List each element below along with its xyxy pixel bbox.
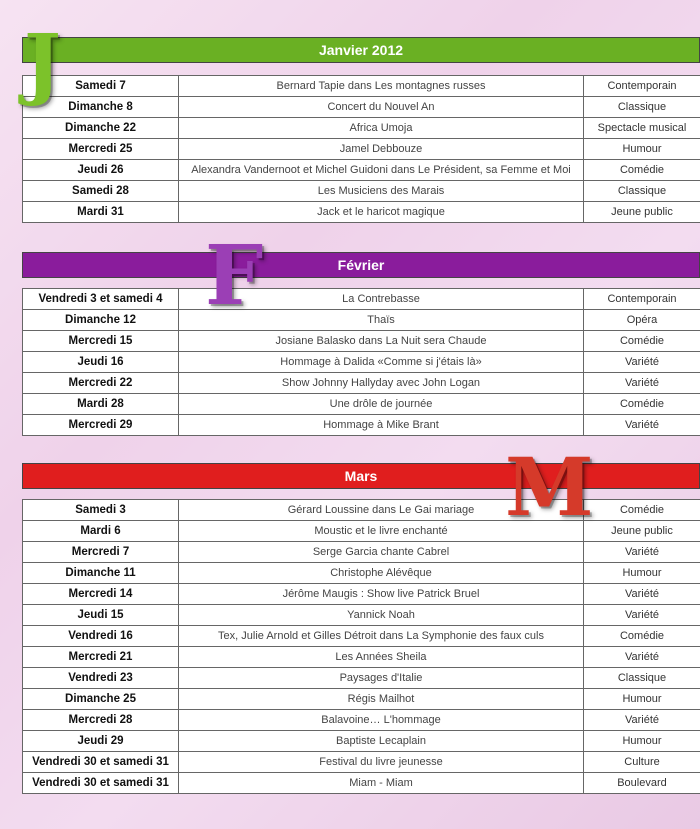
event-genre: Culture — [584, 752, 700, 773]
event-day: Mercredi 7 — [23, 542, 179, 563]
event-genre: Humour — [584, 139, 700, 160]
event-day: Mercredi 25 — [23, 139, 179, 160]
event-day: Mercredi 29 — [23, 415, 179, 436]
event-title: Alexandra Vandernoot et Michel Guidoni dans Le Président, sa Femme et Moi — [179, 160, 584, 181]
event-title: Thaïs — [179, 310, 584, 331]
event-genre: Variété — [584, 542, 700, 563]
event-day: Vendredi 16 — [23, 626, 179, 647]
table-row — [23, 352, 700, 373]
event-title: Jamel Debbouze — [179, 139, 584, 160]
table-row — [23, 668, 700, 689]
event-day: Dimanche 25 — [23, 689, 179, 710]
event-title: Serge Garcia chante Cabrel — [179, 542, 584, 563]
event-title: Une drôle de journée — [179, 394, 584, 415]
event-day: Jeudi 15 — [23, 605, 179, 626]
event-genre: Variété — [584, 710, 700, 731]
event-title: Miam - Miam — [179, 773, 584, 794]
event-genre: Classique — [584, 181, 700, 202]
event-day: Dimanche 22 — [23, 118, 179, 139]
table-row — [23, 160, 700, 181]
event-genre: Jeune public — [584, 202, 700, 223]
schedule-table — [22, 75, 700, 223]
event-title: Gérard Loussine dans Le Gai mariage — [179, 500, 584, 521]
event-day: Vendredi 3 et samedi 4 — [23, 289, 179, 310]
month-header: Février — [22, 252, 700, 278]
event-day: Samedi 7 — [23, 76, 179, 97]
event-day: Dimanche 8 — [23, 97, 179, 118]
table-row — [23, 139, 700, 160]
event-title: Concert du Nouvel An — [179, 97, 584, 118]
letter-m-decoration: M — [505, 440, 594, 534]
event-title: Hommage à Dalida «Comme si j'étais là» — [179, 352, 584, 373]
table-row — [23, 731, 700, 752]
event-genre: Humour — [584, 563, 700, 584]
event-day: Vendredi 30 et samedi 31 — [23, 752, 179, 773]
event-title: Les Années Sheila — [179, 647, 584, 668]
event-day: Mercredi 28 — [23, 710, 179, 731]
schedule-table — [22, 288, 700, 436]
event-title: Jack et le haricot magique — [179, 202, 584, 223]
event-genre: Comédie — [584, 394, 700, 415]
event-genre: Variété — [584, 352, 700, 373]
section-mars — [22, 463, 700, 794]
event-genre: Variété — [584, 584, 700, 605]
event-day: Mardi 6 — [23, 521, 179, 542]
table-row — [23, 118, 700, 139]
section-fevrier — [22, 252, 700, 436]
table-row — [23, 689, 700, 710]
table-row — [23, 710, 700, 731]
event-title: Tex, Julie Arnold et Gilles Détroit dans La Symphonie des faux culs — [179, 626, 584, 647]
table-row — [23, 563, 700, 584]
event-day: Dimanche 11 — [23, 563, 179, 584]
table-row — [23, 752, 700, 773]
event-day: Mercredi 22 — [23, 373, 179, 394]
event-title: Moustic et le livre enchanté — [179, 521, 584, 542]
event-day: Dimanche 12 — [23, 310, 179, 331]
table-row — [23, 181, 700, 202]
table-row — [23, 76, 700, 97]
letter-f-decoration: F — [205, 228, 264, 324]
event-title: Balavoine… L'hommage — [179, 710, 584, 731]
event-title: Bernard Tapie dans Les montagnes russes — [179, 76, 584, 97]
table-row — [23, 373, 700, 394]
event-genre: Comédie — [584, 160, 700, 181]
event-day: Samedi 3 — [23, 500, 179, 521]
event-title: Baptiste Lecaplain — [179, 731, 584, 752]
month-header: Mars — [22, 463, 700, 489]
event-title: Show Johnny Hallyday avec John Logan — [179, 373, 584, 394]
event-genre: Variété — [584, 373, 700, 394]
table-row — [23, 289, 700, 310]
event-genre: Humour — [584, 731, 700, 752]
event-genre: Comédie — [584, 331, 700, 352]
event-title: Les Musiciens des Marais — [179, 181, 584, 202]
event-day: Mercredi 21 — [23, 647, 179, 668]
event-genre: Comédie — [584, 500, 700, 521]
event-title: Paysages d'Italie — [179, 668, 584, 689]
event-genre: Variété — [584, 415, 700, 436]
table-row — [23, 542, 700, 563]
event-genre: Classique — [584, 668, 700, 689]
event-title: Christophe Alévêque — [179, 563, 584, 584]
event-title: Jérôme Maugis : Show live Patrick Bruel — [179, 584, 584, 605]
event-day: Jeudi 29 — [23, 731, 179, 752]
event-genre: Contemporain — [584, 289, 700, 310]
event-genre: Opéra — [584, 310, 700, 331]
table-row — [23, 97, 700, 118]
event-title: La Contrebasse — [179, 289, 584, 310]
table-row — [23, 647, 700, 668]
event-day: Vendredi 23 — [23, 668, 179, 689]
event-title: Yannick Noah — [179, 605, 584, 626]
event-title: Hommage à Mike Brant — [179, 415, 584, 436]
event-day: Samedi 28 — [23, 181, 179, 202]
event-title: Festival du livre jeunesse — [179, 752, 584, 773]
event-day: Mardi 28 — [23, 394, 179, 415]
event-genre: Humour — [584, 689, 700, 710]
event-genre: Comédie — [584, 626, 700, 647]
event-day: Vendredi 30 et samedi 31 — [23, 773, 179, 794]
table-row — [23, 394, 700, 415]
event-genre: Spectacle musical — [584, 118, 700, 139]
table-row — [23, 202, 700, 223]
event-genre: Contemporain — [584, 76, 700, 97]
event-day: Mercredi 15 — [23, 331, 179, 352]
event-genre: Variété — [584, 647, 700, 668]
table-row — [23, 773, 700, 794]
event-genre: Jeune public — [584, 521, 700, 542]
schedule-table — [22, 499, 700, 794]
table-row — [23, 331, 700, 352]
event-title: Africa Umoja — [179, 118, 584, 139]
event-title: Josiane Balasko dans La Nuit sera Chaude — [179, 331, 584, 352]
event-day: Mercredi 14 — [23, 584, 179, 605]
table-row — [23, 310, 700, 331]
table-row — [23, 415, 700, 436]
table-row — [23, 626, 700, 647]
month-header: Janvier 2012 — [22, 37, 700, 63]
event-genre: Classique — [584, 97, 700, 118]
table-row — [23, 605, 700, 626]
table-row — [23, 584, 700, 605]
letter-j-decoration: J — [24, 18, 61, 109]
event-genre: Variété — [584, 605, 700, 626]
event-day: Jeudi 26 — [23, 160, 179, 181]
event-day: Jeudi 16 — [23, 352, 179, 373]
table-row — [23, 521, 700, 542]
event-day: Mardi 31 — [23, 202, 179, 223]
table-row — [23, 500, 700, 521]
event-genre: Boulevard — [584, 773, 700, 794]
section-janvier — [22, 37, 700, 223]
event-title: Régis Mailhot — [179, 689, 584, 710]
